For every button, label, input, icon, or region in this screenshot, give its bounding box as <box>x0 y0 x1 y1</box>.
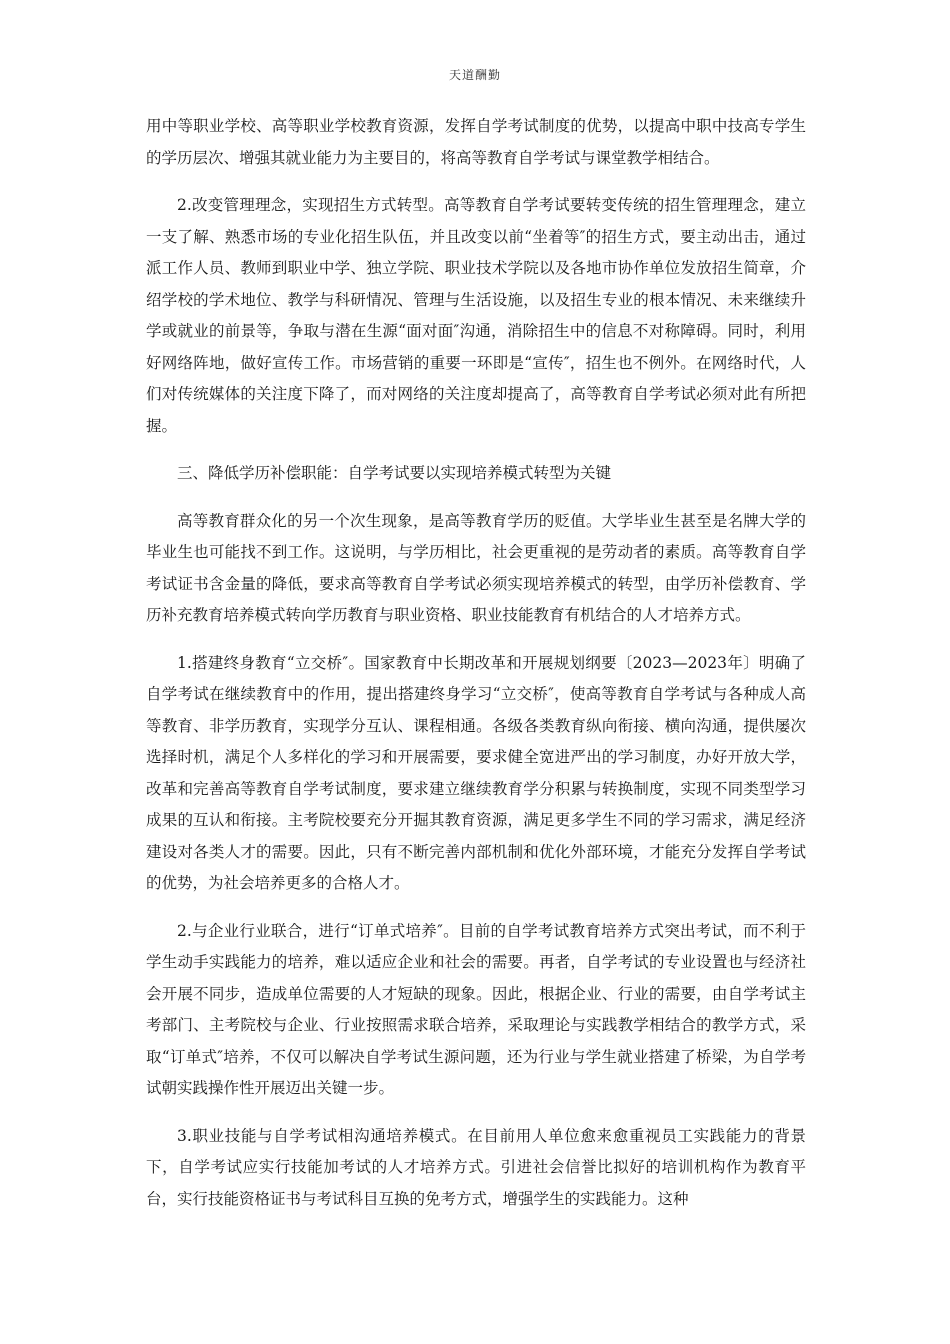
document-body <box>146 111 806 1231</box>
paragraph-4: 高等教育群众化的另一个次生现象，是高等教育学历的贬值。大学毕业生甚至是名牌大学的毕业生也可能找不到工作。这说明，与学历相比，社会更重视的是劳动者的素质。高等教育自学考试证书含金量的降低，要求高等教育自学考试必须实现培养模式的转型，由学历补偿教育、学历补充教育培养模式转向学历教育与职业资格、职业技能教育有机结合的人才培养方式。 <box>146 511 806 624</box>
paragraph-7: 3.职业技能与自学考试相沟通培养模式。在目前用人单位愈来愈重视员工实践能力的背景下，自学考试应实行技能加考试的人才培养方式。引进社会信誉比拟好的培训机构作为教育平台，实行技能资格证书与考试科目互换的免考方式，增强学生的实践能力。这种 <box>146 1126 806 1208</box>
section-heading: 三、降低学历补偿职能：自学考试要以实现培养模式转型为关键 <box>177 464 612 482</box>
paragraph-5: 1.搭建终身教育“立交桥″。国家教育中长期改革和开展规划纲要〔2023—2023年〕明确了自学考试在继续教育中的作用，提出搭建终身学习“立交桥″，使高等教育自学考试与各种成人高等教育、非学历教育，实现学分互认、课程相通。各级各类教育纵向衔接、横向沟通，提供屡次选择时机，满足个人多样化的学习和开展需要，要求健全宽进严出的学习制度，办好开放大学，改革和完善高等教育自学考试制度，要求建立继续教育学分积累与转换制度，实现不同类型学习成果的互认和衔接。主考院校要充分开掘其教育资源，满足更多学生不同的学习需求，满足经济建设对各类人才的需要。因此，只有不断完善内部机制和优化外部环境，才能充分发挥自学考试的优势，为社会培养更多的合格人才。 <box>146 653 806 892</box>
paragraph-1: 用中等职业学校、高等职业学校教育资源，发挥自学考试制度的优势，以提高中职中技高专学生的学历层次、增强其就业能力为主要目的，将高等教育自学考试与课堂教学相结合。 <box>146 117 806 167</box>
page-header: 天道酬勤 <box>448 68 501 82</box>
paragraph-2: 2.改变管理理念，实现招生方式转型。高等教育自学考试要转变传统的招生管理理念，建立一支了解、熟悉市场的专业化招生队伍，并且改变以前“坐着等″的招生方式，要主动出击，通过派工作人员、教师到职业中学、独立学院、职业技术学院以及各地市协作单位发放招生简章，介绍学校的学术地位、教学与科研情况、管理与生活设施，以及招生专业的根本情况、未来继续升学或就业的前景等，争取与潜在生源“面对面″沟通，消除招生中的信息不对称障碍。同时，利用好网络阵地，做好宣传工作。市场营销的重要一环即是“宣传″，招生也不例外。在网络时代，人们对传统媒体的关注度下降了，而对网络的关注度却提高了，高等教育自学考试必须对此有所把握。 <box>146 196 806 435</box>
paragraph-6: 2.与企业行业联合，进行“订单式培养″。目前的自学考试教育培养方式突出考试，而不利于学生动手实践能力的培养，难以适应企业和社会的需要。再者，自学考试的专业设置也与经济社会开展不同步，造成单位需要的人才短缺的现象。因此，根据企业、行业的需要，由自学考试主考部门、主考院校与企业、行业按照需求联合培养，采取理论与实践教学相结合的教学方式，采取“订单式″培养，不仅可以解决自学考试生源问题，还为行业与学生就业搭建了桥梁，为自学考试朝实践操作性开展迈出关键一步。 <box>146 921 806 1097</box>
